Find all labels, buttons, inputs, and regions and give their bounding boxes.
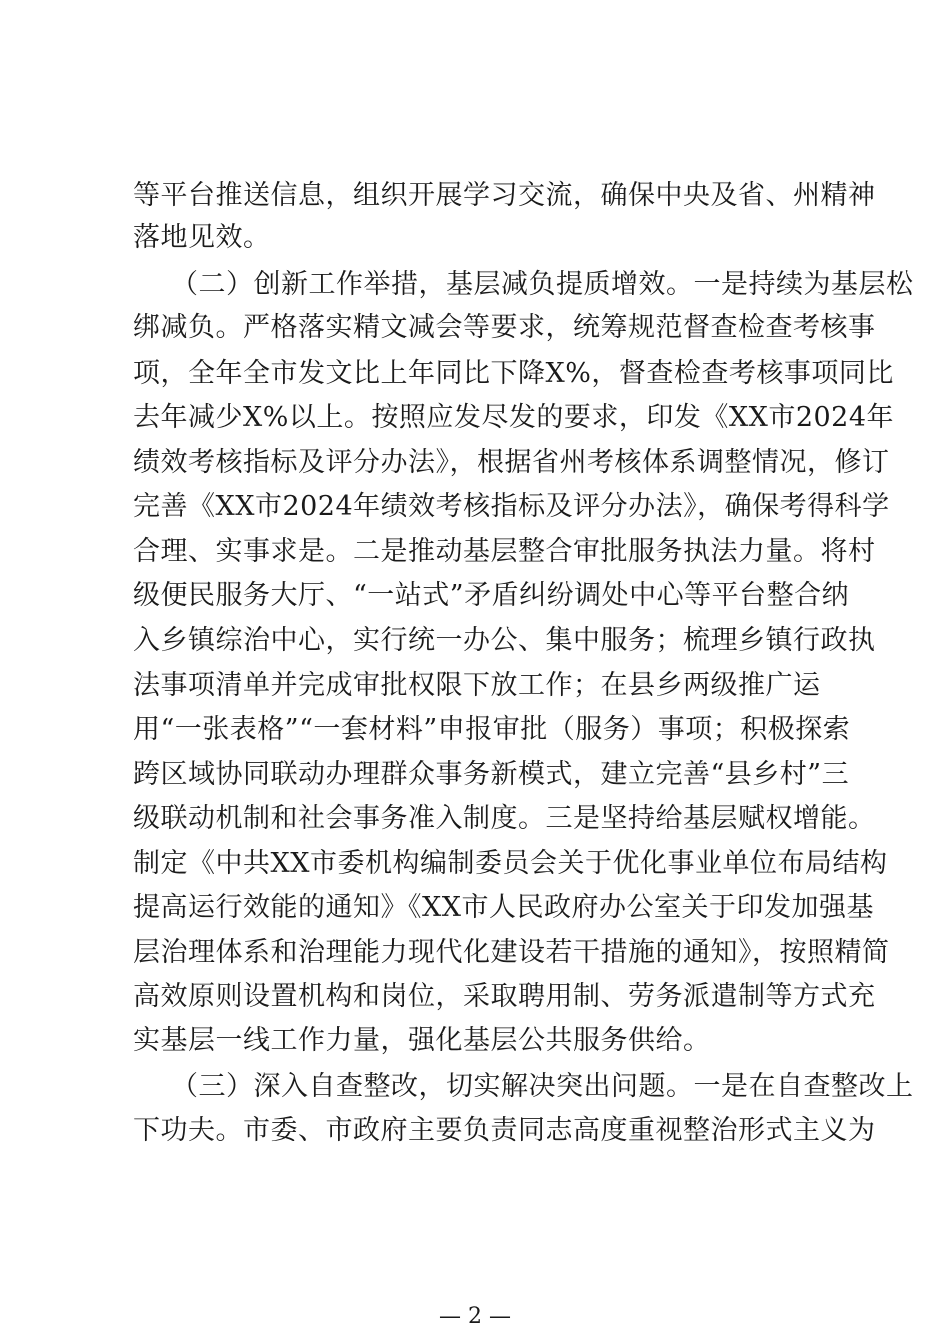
body-text-line: 级联动机制和社会事务准入制度。三是坚持给基层赋权增能。 xyxy=(133,803,876,834)
body-text-line: 去年减少X%以上。按照应发尽发的要求，印发《XX市2024年 xyxy=(133,402,895,433)
body-text-line: 实基层一线工作力量，强化基层公共服务供给。 xyxy=(133,1025,711,1056)
body-text-line: 用“一张表格”“一套材料”申报审批（服务）事项；积极探索 xyxy=(133,714,851,745)
body-text-line: 提高运行效能的通知》《XX市人民政府办公室关于印发加强基 xyxy=(133,892,874,923)
body-text-line: 高效原则设置机构和岗位，采取聘用制、劳务派遣制等方式充 xyxy=(133,981,876,1012)
page-number: — 2 — xyxy=(439,1304,511,1329)
body-text-line: 落地见效。 xyxy=(133,222,271,253)
body-text-line: 跨区域协同联动办理群众事务新模式，建立完善“县乡村”三 xyxy=(133,759,850,790)
body-text-line: 下功夫。市委、市政府主要负责同志高度重视整治形式主义为 xyxy=(133,1115,876,1146)
body-text-line: 完善《XX市2024年绩效考核指标及评分办法》，确保考得科学 xyxy=(133,491,890,522)
body-text-line: 项，全年全市发文比上年同比下降X%，督查检查考核事项同比 xyxy=(133,358,894,389)
body-text-line: 绩效考核指标及评分办法》，根据省州考核体系调整情况，修订 xyxy=(133,447,890,478)
section-heading-line: （二）创新工作举措，基层减负提质增效。一是持续为基层松 xyxy=(171,269,914,300)
body-text-line: 制定《中共XX市委机构编制委员会关于优化事业单位布局结构 xyxy=(133,848,888,879)
body-text-line: 绑减负。严格落实精文减会等要求，统筹规范督查检查考核事 xyxy=(133,312,876,343)
body-text-line: 入乡镇综治中心，实行统一办公、集中服务；梳理乡镇行政执 xyxy=(133,625,876,656)
body-text-line: 级便民服务大厅、“一站式”矛盾纠纷调处中心等平台整合纳 xyxy=(133,580,850,611)
body-text-line: 层治理体系和治理能力现代化建设若干措施的通知》，按照精简 xyxy=(133,937,890,968)
section-heading-line: （三）深入自查整改，切实解决突出问题。一是在自查整改上 xyxy=(171,1071,914,1102)
body-text-line: 法事项清单并完成审批权限下放工作；在县乡两级推广运 xyxy=(133,670,821,701)
body-text-line: 等平台推送信息，组织开展学习交流，确保中央及省、州精神 xyxy=(133,180,876,211)
body-text-line: 合理、实事求是。二是推动基层整合审批服务执法力量。将村 xyxy=(133,536,876,567)
